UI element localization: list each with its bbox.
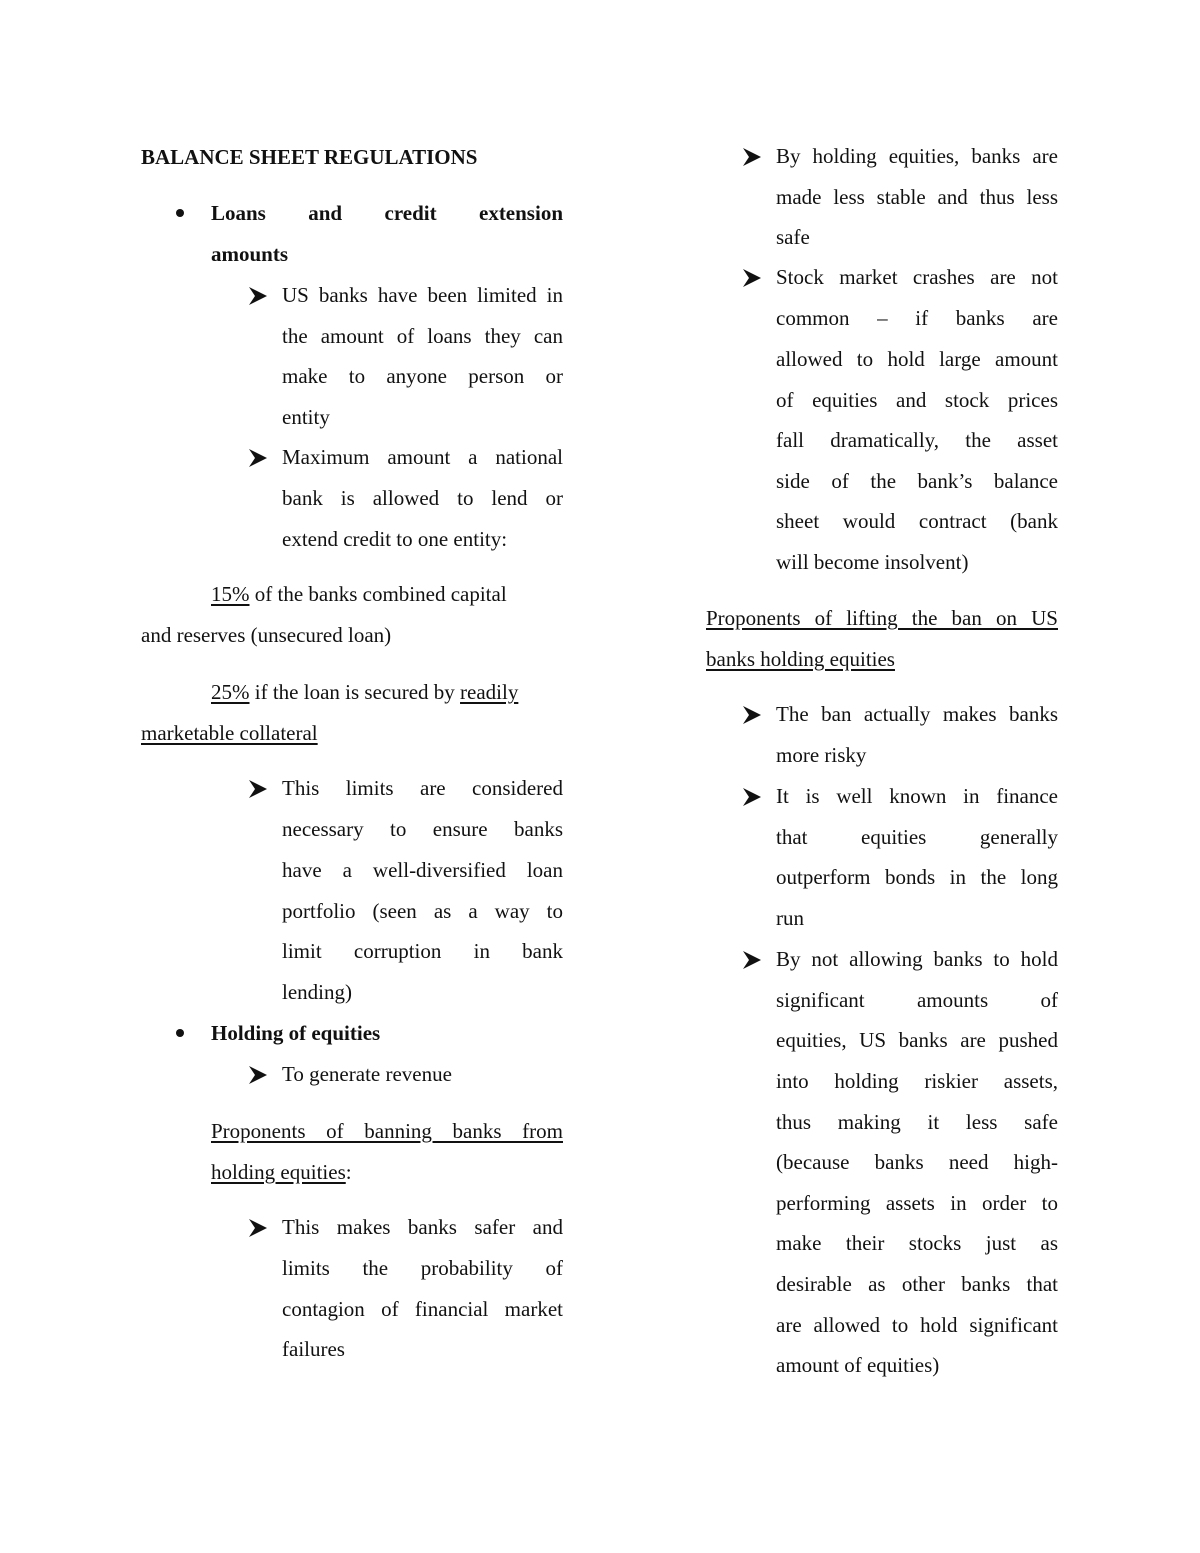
point-b3-line-4: into holding riskier assets,	[776, 1069, 1058, 1093]
arrow-bullet-icon	[742, 950, 762, 970]
limits-point-line-5: limit corruption in bank	[282, 939, 563, 963]
point-a2-line-5: fall dramatically, the asset	[776, 428, 1058, 452]
limits-point-line-3: have a well-diversified loan	[282, 858, 563, 882]
point-a2-line-2: common – if banks are	[776, 306, 1058, 330]
limit-25-percent: 25%	[211, 680, 250, 704]
ban-heading-underlined: holding equities	[211, 1160, 346, 1184]
point-b3-line-2: significant amounts of	[776, 988, 1058, 1012]
limit-25-line-1	[211, 677, 518, 707]
limit-25-line-2: marketable collateral	[141, 721, 318, 745]
point-a1-line-2: made less stable and thus less	[776, 185, 1058, 209]
arrow-bullet-icon	[248, 286, 268, 306]
point-b3-line-9: desirable as other banks that	[776, 1272, 1058, 1296]
point-b3-line-11: amount of equities)	[776, 1353, 940, 1377]
loans-point-2-line-2: bank is allowed to lend or	[282, 486, 563, 510]
arrow-bullet-icon	[248, 779, 268, 799]
limits-point-line-2: necessary to ensure banks	[282, 817, 563, 841]
bullet-dot-icon	[176, 1029, 184, 1037]
loans-heading-line-1: Loans and credit extension	[211, 201, 563, 225]
arrow-bullet-icon	[248, 1065, 268, 1085]
loans-point-1-line-4: entity	[282, 405, 330, 429]
ban-point-line-2: limits the probability of	[282, 1256, 563, 1280]
ban-point-line-4: failures	[282, 1337, 345, 1361]
loans-point-2-line-3: extend credit to one entity:	[282, 527, 508, 551]
bullet-dot-icon	[176, 209, 184, 217]
loans-heading-line-2: amounts	[211, 242, 289, 266]
point-b3-line-7: performing assets in order to	[776, 1191, 1058, 1215]
point-b2-line-1: It is well known in finance	[776, 784, 1058, 808]
limits-point-line-4: portfolio (seen as a way to	[282, 899, 563, 923]
point-b2-line-4: run	[776, 906, 804, 930]
point-b2-line-3: outperform bonds in the long	[776, 865, 1058, 889]
limits-point-line-6: lending)	[282, 980, 352, 1004]
point-b2-line-2: that equities generally	[776, 825, 1058, 849]
loans-point-2-line-1: Maximum amount a national	[282, 445, 563, 469]
equities-heading: Holding of equities	[211, 1021, 381, 1045]
arrow-bullet-icon	[742, 268, 762, 288]
limit-15-line-2: and reserves (unsecured loan)	[141, 623, 392, 647]
loans-point-1-line-3: make to anyone person or	[282, 364, 563, 388]
ban-heading-colon: :	[345, 1160, 352, 1184]
lift-heading-line-1: Proponents of lifting the ban on US	[706, 606, 1058, 630]
point-a2-line-4: of equities and stock prices	[776, 388, 1058, 412]
arrow-bullet-icon	[248, 448, 268, 468]
point-a1-line-1: By holding equities, banks are	[776, 144, 1058, 168]
loans-point-1-line-1: US banks have been limited in	[282, 283, 563, 307]
point-b3-line-5: thus making it less safe	[776, 1110, 1058, 1134]
point-a2-line-8: will become insolvent)	[776, 550, 969, 574]
point-b3-line-1: By not allowing banks to hold	[776, 947, 1058, 971]
lift-heading-line-2: banks holding equities	[706, 647, 895, 671]
page-title: BALANCE SHEET REGULATIONS	[141, 145, 478, 169]
equities-point: To generate revenue	[282, 1062, 452, 1086]
point-b1-line-2: more risky	[776, 743, 867, 767]
limit-25-underlined: readily	[460, 680, 519, 704]
ban-point-line-1: This makes banks safer and	[282, 1215, 563, 1239]
limit-15-percent: 15%	[211, 582, 250, 606]
point-a2-line-3: allowed to hold large amount	[776, 347, 1058, 371]
point-a2-line-6: side of the bank’s balance	[776, 469, 1058, 493]
point-b3-line-8: make their stocks just as	[776, 1231, 1058, 1255]
point-b1-line-1: The ban actually makes banks	[776, 702, 1058, 726]
limit-15-line-1	[211, 579, 563, 609]
arrow-bullet-icon	[742, 787, 762, 807]
point-a2-line-7: sheet would contract (bank	[776, 509, 1058, 533]
ban-point-line-3: contagion of financial market	[282, 1297, 563, 1321]
arrow-bullet-icon	[248, 1218, 268, 1238]
arrow-bullet-icon	[742, 705, 762, 725]
loans-point-1-line-2: the amount of loans they can	[282, 324, 563, 348]
point-a2-line-1: Stock market crashes are not	[776, 265, 1058, 289]
ban-heading-line-1: Proponents of banning banks from	[211, 1119, 563, 1143]
point-b3-line-10: are allowed to hold significant	[776, 1313, 1058, 1337]
limit-25-text: if the loan is secured by	[249, 680, 461, 704]
arrow-bullet-icon	[742, 147, 762, 167]
point-a1-line-3: safe	[776, 225, 810, 249]
point-b3-line-6: (because banks need high-	[776, 1150, 1058, 1174]
limit-15-text: of the banks combined capital	[249, 582, 507, 606]
limits-point-line-1: This limits are considered	[282, 776, 563, 800]
ban-heading-line-2	[211, 1157, 352, 1187]
point-b3-line-3: equities, US banks are pushed	[776, 1028, 1058, 1052]
